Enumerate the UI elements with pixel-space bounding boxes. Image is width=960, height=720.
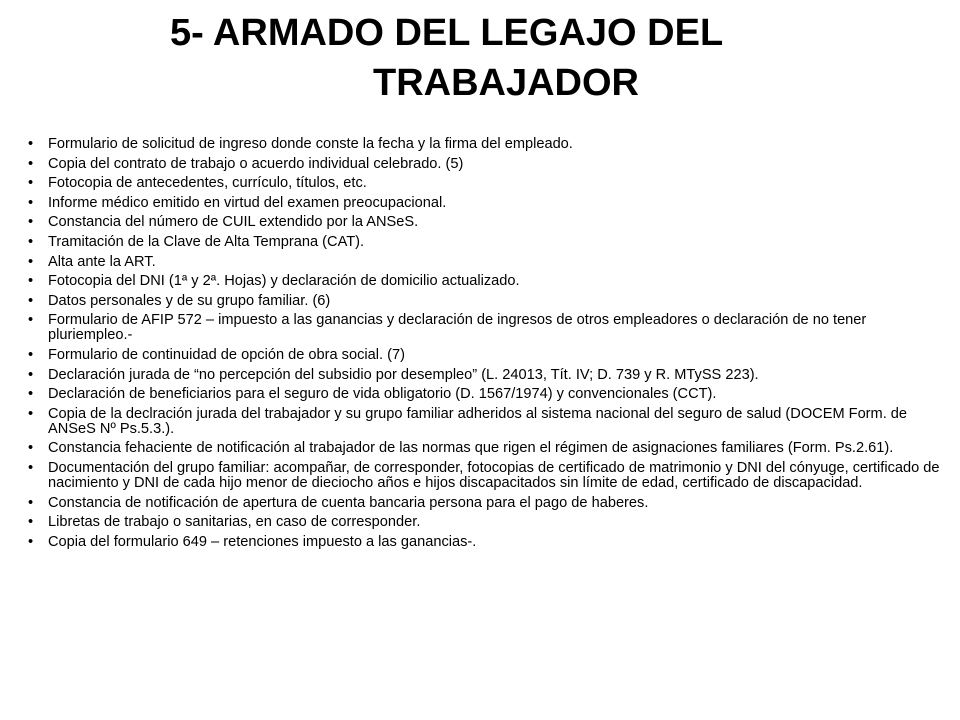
- bullet-item: [28, 176, 943, 191]
- bullet-text: Tramitación de la Clave de Alta Temprana (CAT).: [48, 233, 365, 250]
- bullet-dot-icon: •: [28, 494, 34, 511]
- bullet-dot-icon: •: [28, 292, 34, 309]
- bullet-item: [28, 313, 943, 343]
- bullet-dot-icon: •: [28, 312, 34, 329]
- bullet-dot-icon: •: [28, 175, 34, 192]
- bullet-item: [28, 407, 943, 437]
- bullet-item: [28, 137, 943, 152]
- bullet-text: Fotocopia de antecedentes, currículo, títulos, etc.: [48, 175, 367, 192]
- bullet-text: Constancia de notificación de apertura de cuenta bancaria persona para el pago de haberes.: [48, 494, 649, 511]
- bullet-text: Constancia fehaciente de notificación al trabajador de las normas que rigen el régimen de asignaciones familiares (Form. Ps.2.61).: [48, 440, 894, 457]
- bullet-dot-icon: •: [28, 405, 34, 422]
- bullet-dot-icon: •: [28, 459, 34, 476]
- bullet-item: [28, 196, 943, 211]
- bullet-dot-icon: •: [28, 533, 34, 550]
- bullet-text: Formulario de solicitud de ingreso donde conste la fecha y la firma del empleado.: [48, 136, 573, 152]
- bullet-text: Formulario de AFIP 572 – impuesto a las ganancias y declaración de ingresos de otros empleadores o declaración de no tener pluriempleo.-: [48, 312, 867, 344]
- bullet-text: Declaración jurada de “no percepción del subsidio por desempleo” (L. 24013, Tít. IV; D. 739 y R. MTySS 223).: [48, 366, 759, 383]
- bullet-dot-icon: •: [28, 194, 34, 211]
- bullet-dot-icon: •: [28, 155, 34, 172]
- bullet-dot-icon: •: [28, 346, 34, 363]
- bullet-dot-icon: •: [28, 253, 34, 270]
- bullet-item: [28, 255, 943, 270]
- bullet-text: Declaración de beneficiarios para el seguro de vida obligatorio (D. 1567/1974) y convencionales (CCT).: [48, 386, 717, 403]
- bullet-list: [28, 137, 943, 554]
- bullet-text: Alta ante la ART.: [48, 253, 156, 270]
- bullet-text: Copia del contrato de trabajo o acuerdo individual celebrado. (5): [48, 155, 464, 172]
- bullet-text: Constancia del número de CUIL extendido por la ANSeS.: [48, 214, 419, 231]
- bullet-item: [28, 215, 943, 230]
- bullet-text: Fotocopia del DNI (1ª y 2ª. Hojas) y declaración de domicilio actualizado.: [48, 273, 520, 290]
- bullet-dot-icon: •: [28, 514, 34, 531]
- bullet-item: [28, 274, 943, 289]
- bullet-item: [28, 235, 943, 250]
- bullet-item: [28, 348, 943, 363]
- bullet-item: [28, 157, 943, 172]
- bullet-text: Datos personales y de su grupo familiar. (6): [48, 292, 331, 309]
- bullet-item: [28, 387, 943, 402]
- bullet-text: Formulario de continuidad de opción de obra social. (7): [48, 346, 405, 363]
- bullet-item: [28, 515, 943, 530]
- bullet-item: [28, 368, 943, 383]
- bullet-dot-icon: •: [28, 273, 34, 290]
- bullet-text: Informe médico emitido en virtud del examen preocupacional.: [48, 194, 447, 211]
- bullet-dot-icon: •: [28, 214, 34, 231]
- bullet-dot-icon: •: [28, 136, 34, 152]
- bullet-text: Copia del formulario 649 – retenciones impuesto a las ganancias-.: [48, 533, 477, 550]
- bullet-item: [28, 461, 943, 491]
- bullet-dot-icon: •: [28, 233, 34, 250]
- bullet-item: [28, 535, 943, 550]
- bullet-text: Copia de la declración jurada del trabajador y su grupo familiar adheridos al sistema nacional del seguro de salud (DOCEM Form. de ANSeS Nº Ps.5.3.).: [48, 405, 908, 437]
- title-line-2: TRABAJADOR: [373, 62, 639, 104]
- slide-title: [130, 8, 830, 108]
- bullet-dot-icon: •: [28, 440, 34, 457]
- bullet-item: [28, 294, 943, 309]
- bullet-text: Documentación del grupo familiar: acompañar, de corresponder, fotocopias de certificado de matrimonio y DNI del cónyuge, certificado de nacimiento y DNI de cada hijo menor de dieciocho años e hijos discapacitados sin límite de edad, certificado de discapacidad.: [48, 459, 940, 491]
- bullet-text: Libretas de trabajo o sanitarias, en caso de corresponder.: [48, 514, 421, 531]
- bullet-item: [28, 441, 943, 456]
- bullet-dot-icon: •: [28, 366, 34, 383]
- bullet-item: [28, 496, 943, 511]
- title-line-1: 5- ARMADO DEL LEGAJO DEL: [170, 12, 724, 54]
- bullet-dot-icon: •: [28, 386, 34, 403]
